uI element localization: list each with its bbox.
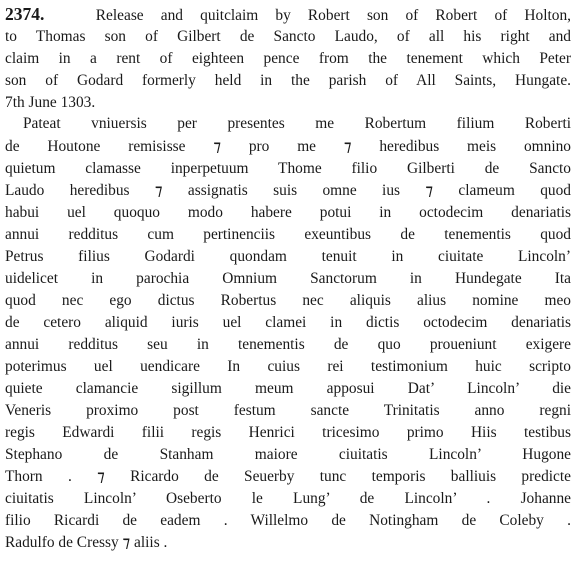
charter-line: uidelicet in parochia Omnium Sanctorum in Hundegate Ita: [5, 269, 571, 287]
entry-number: 2374.: [5, 4, 45, 24]
summary-line-text: Release and quitclaim by Robert son of Robert of Holton,: [95, 7, 571, 24]
summary-line: to Thomas son of Gilbert de Sancto Laudo, of all his right and: [5, 27, 571, 45]
charter-line: quietum clamasse inperpetuum Thome filio Gilberti de Sancto: [5, 159, 571, 177]
charter-line: de Houtone remisisse ⁊ pro me ⁊ heredibus meis omnino: [5, 137, 571, 155]
charter-line: Pateat vniuersis per presentes me Robertum filium Roberti: [23, 115, 571, 133]
charter-line: de cetero aliquid iuris uel clamei in dictis octodecim denariatis: [5, 313, 571, 331]
charter-line: quiete clamancie sigillum meum apposui Dat’ Lincoln’ die: [5, 380, 571, 398]
summary-date: 7th June 1303.: [5, 93, 96, 111]
summary-line: claim in a rent of eighteen pence from the tenement which Peter: [5, 49, 571, 67]
charter-line: Thorn . ⁊ Ricardo de Seuerby tunc temporis balliuis predicte: [5, 468, 571, 486]
charter-line: annui redditus seu in tenementis de quo proueniunt exigere: [5, 335, 571, 353]
charter-line: regis Edwardi filii regis Henrici tricesimo primo Hiis testibus: [5, 424, 571, 442]
charter-line: annui redditus cum pertinenciis exeuntibus de tenementis quod: [5, 225, 571, 243]
charter-line: Laudo heredibus ⁊ assignatis suis omne ius ⁊ clameum quod: [5, 181, 571, 199]
summary-line: son of Godard formerly held in the parish of All Saints, Hungate.: [5, 71, 571, 89]
entry-summary: [5, 4, 571, 113]
charter-line: ciuitatis Lincoln’ Oseberto le Lung’ de Lincoln’ . Johanne: [5, 490, 571, 508]
charter-text: [5, 113, 571, 554]
charter-line: poterimus uel uendicare In cuius rei testimonium huic scripto: [5, 357, 571, 375]
charter-line: Petrus filius Godardi quondam tenuit in ciuitate Lincoln’: [5, 247, 571, 265]
charter-line: habui uel quoquo modo habere potui in octodecim denariatis: [5, 203, 571, 221]
summary-line: [5, 4, 571, 26]
charter-line: Stephano de Stanham maiore ciuitatis Lincoln’ Hugone: [5, 446, 571, 464]
document-page: [5, 4, 571, 554]
charter-line: quod nec ego dictus Robertus nec aliquis alius nomine meo: [5, 291, 571, 309]
charter-line: Radulfo de Cressy ⁊ aliis .: [5, 534, 168, 552]
charter-line: Veneris proximo post festum sancte Trinitatis anno regni: [5, 402, 571, 420]
charter-line: filio Ricardi de eadem . Willelmo de Notingham de Coleby .: [5, 512, 571, 530]
